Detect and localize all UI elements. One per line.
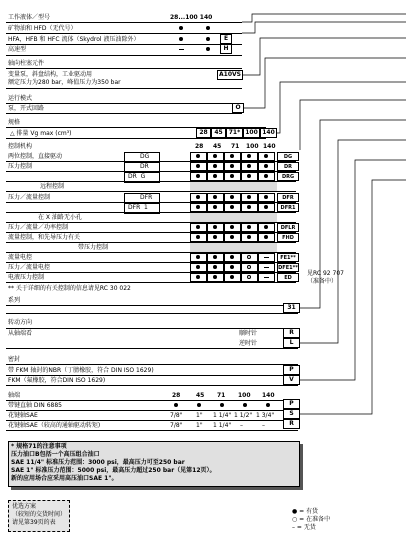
code-shaft-S: S — [283, 409, 300, 419]
code-shaft-R: R — [283, 419, 300, 429]
note-71-line-4: 新的应用场合应采用高压油口SAE 1"。 — [11, 475, 118, 482]
size-header: 规格 — [8, 119, 21, 126]
control-code: DFLR — [277, 223, 299, 232]
code-31: 31 — [283, 303, 300, 313]
shaft-row-3-v2: 1" — [196, 422, 203, 429]
size-45: 45 — [211, 128, 226, 138]
control-note: ** 关于详细的有关控制的信息请见RC 30 022 — [8, 285, 131, 292]
rotation-header: 转动方向 — [8, 319, 33, 326]
fluid-row-1: 矿物油和 HFD（无代号） — [8, 25, 77, 32]
legend-symbol: ○ — [292, 516, 298, 523]
mode-header: 运行模式 — [8, 95, 33, 102]
control-code: DFR1 — [277, 203, 299, 212]
control-row-sub: DG — [140, 153, 150, 160]
preferred-line-2: （较短的交货时间） — [12, 511, 67, 518]
shaft-row-3-v1: 7/8" — [170, 422, 183, 429]
note-71-line-1: 压力油口B包括一个高压组合油口 — [11, 451, 100, 458]
control-col-28: 28 — [195, 143, 204, 150]
control-code: DFE1** — [278, 265, 298, 271]
control-col-71: 71 — [231, 143, 240, 150]
size-71: 71* — [226, 128, 243, 138]
shaft-col-71: 71 — [217, 392, 226, 399]
control-code: DR — [277, 162, 299, 171]
control-row-label: 电液压力控制 — [8, 274, 45, 281]
fluid-sizes: 28...100 140 — [170, 14, 213, 21]
shaft-row-2-v5: 1 3/4" — [256, 412, 275, 419]
control-row-sub: DFR — [140, 194, 153, 201]
shaft-header: 轴端 — [8, 392, 21, 399]
shaft-col-100: 100 — [238, 392, 251, 399]
code-shaft-P: P — [283, 399, 300, 409]
shaft-col-45: 45 — [196, 392, 205, 399]
control-row-sub: DR — [140, 163, 149, 170]
control-row-label: 压力控制 — [8, 163, 33, 170]
component-desc2: 额定压力为280 bar，峰值压力为350 bar — [8, 79, 121, 86]
seal-row-2: FKM（氟橡胶，符合DIN ISO 1629) — [8, 377, 106, 384]
preferred-line-3: 请见第39页的表 — [12, 519, 56, 526]
shaft-row-3-v5: – — [262, 422, 265, 429]
code-V: V — [283, 375, 300, 385]
rotation-desc: 从轴端看 — [8, 330, 33, 337]
legend-text: = 无货 — [296, 524, 316, 531]
control-row-label: 压力／流量电控 — [8, 264, 51, 271]
size-28: 28 — [196, 128, 211, 138]
control-code: FE1** — [277, 253, 299, 262]
component-header: 轴向柱塞元件 — [8, 60, 45, 67]
control-row-label: 压力／流量／功率控制 — [8, 224, 69, 231]
legend-symbol: – — [292, 524, 295, 531]
note-71-line-2: SAE 11/4" 标准压力范围：3000 psi，最高压力可至250 bar — [11, 459, 185, 466]
code-A10VS: A10VS — [217, 70, 243, 80]
control-code: DRG — [277, 172, 299, 181]
rotation-cw: 顺时针 — [239, 330, 258, 337]
size-desc: △ 排量 Vg max (cm³) — [10, 130, 72, 137]
legend-symbol: ● — [292, 508, 298, 515]
fluid-header: 工作液体／型号 — [8, 14, 51, 21]
seals-header: 密封 — [8, 356, 21, 363]
control-col-100: 100 — [246, 143, 259, 150]
control-col-45: 45 — [213, 143, 222, 150]
preferred-line-1: 优选方案 — [12, 503, 37, 510]
shaft-col-140: 140 — [262, 392, 275, 399]
control-row-label: 两位控制，直接驱动 — [8, 153, 63, 160]
rotation-ccw: 逆时针 — [239, 340, 258, 347]
shaft-row-3-v4: – — [240, 422, 243, 429]
seal-row-1: 带 FKM 轴封的NBR（丁腈橡胶，符合 DIN ISO 1629) — [8, 367, 154, 374]
legend-text: = 在准备中 — [299, 516, 331, 523]
code-O: O — [232, 103, 244, 113]
shaft-row-1: 带键直轴 DIN 6885 — [8, 402, 62, 409]
code-H: H — [220, 44, 232, 54]
series-header: 系列 — [8, 297, 21, 304]
control-header: 控制机构 — [8, 143, 33, 150]
control-row-label: 流量控制，和先导压力有关 — [8, 234, 81, 241]
legend-text: = 有货 — [299, 508, 319, 515]
control-row-label: 远程控制 — [40, 183, 65, 190]
fluid-row-3: 高速型 — [8, 46, 27, 53]
shaft-row-2: 花键轴SAE — [8, 412, 38, 419]
size-140: 140 — [260, 128, 277, 138]
control-row-label: 流量电控 — [8, 254, 33, 261]
control-code: DFR — [277, 193, 299, 202]
control-code: ED — [277, 273, 299, 282]
control-code: DG — [277, 152, 299, 161]
control-row-sub: DR G — [128, 173, 146, 180]
code-E: E — [220, 34, 232, 44]
control-row-label: 在 X 油路无小孔 — [38, 214, 82, 221]
control-row-sub: DFR 1 — [128, 204, 148, 211]
shaft-row-2-v1: 7/8" — [170, 412, 183, 419]
size-100: 100 — [243, 128, 260, 138]
code-L: L — [283, 338, 300, 348]
code-R: R — [283, 328, 300, 338]
side-note-text: 见RC 92 707 （准备中） — [307, 270, 344, 285]
shaft-col-28: 28 — [172, 392, 181, 399]
shaft-row-2-v4: 1 1/2" — [234, 412, 253, 419]
shaft-row-2-v2: 1" — [196, 412, 203, 419]
control-code: FHD — [277, 233, 299, 242]
component-desc: 变量泵，斜盘结构，工业驱动用 — [8, 71, 93, 78]
note-71-title: * 规格71的注意事项 — [11, 443, 67, 450]
fluid-row-2: HFA，HFB 和 HFC 流体（Skydrol 液压油除外） — [8, 36, 140, 43]
shaft-row-3-v3: 1 1/4" — [213, 422, 232, 429]
control-col-140: 140 — [263, 143, 276, 150]
mode-desc: 泵，开式回路 — [8, 105, 45, 112]
shaft-row-3: 花键轴SAE（较高的通轴驱动转矩) — [8, 422, 101, 429]
code-P: P — [283, 365, 300, 375]
shaft-row-2-v3: 1 1/4" — [213, 412, 232, 419]
control-row-label: 带压力控制 — [78, 244, 109, 251]
note-71-line-3: SAE 1" 标准压力范围：5000 psi，最高压力超过250 bar（见第12页）。 — [11, 467, 216, 474]
control-row-label: 压力／流量控制 — [8, 194, 51, 201]
